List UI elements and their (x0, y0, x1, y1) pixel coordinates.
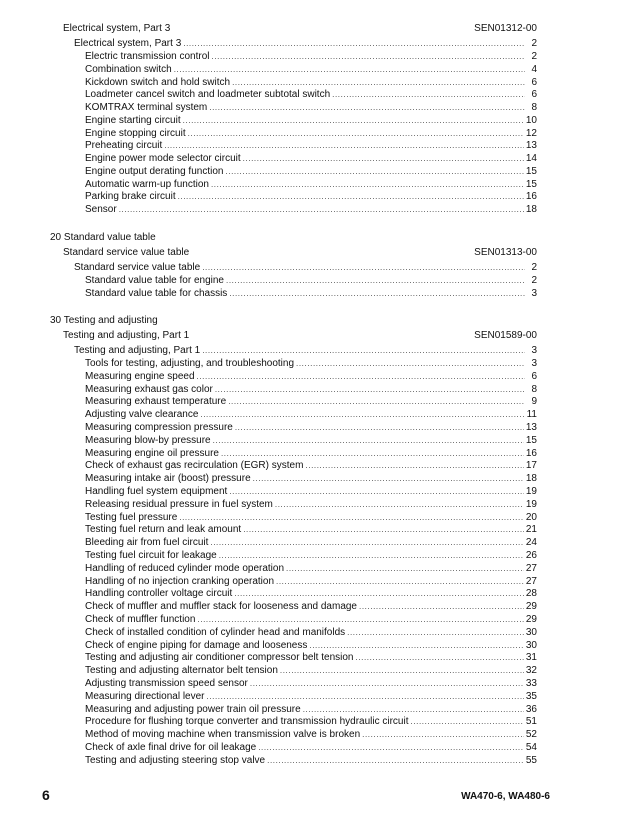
entry-page: 3 (531, 358, 537, 369)
entry-title: Kickdown switch and hold switch (85, 76, 231, 88)
entry-page: 33 (525, 678, 537, 689)
entry-page: 26 (525, 550, 537, 561)
dot-leader (305, 459, 523, 472)
entry-title: Engine power mode selector circuit (85, 153, 241, 164)
entry-page: 8 (531, 383, 537, 395)
entry-title: Testing and adjusting air conditioner compressor belt tension (85, 652, 354, 664)
entry-title: Handling controller voltage circuit (85, 588, 233, 600)
entry-title: Measuring directional lever (85, 690, 205, 702)
entry-title: Testing fuel return and leak amount (85, 524, 242, 536)
toc-entry[interactable] (85, 549, 537, 562)
dot-leader (174, 63, 525, 76)
entry-title: Check of exhaust gas recirculation (EGR) system (85, 460, 304, 472)
dot-leader (209, 101, 525, 114)
toc-entry[interactable] (85, 447, 537, 460)
dot-leader (229, 485, 524, 498)
document-code: SEN01312-00 (474, 23, 537, 34)
dot-leader (210, 536, 523, 549)
entry-page: 16 (525, 447, 537, 459)
toc-entry[interactable] (85, 651, 537, 664)
dot-leader (347, 626, 524, 639)
entry-title: Sensor (85, 204, 117, 215)
entry-page: 51 (525, 716, 537, 728)
toc-entry[interactable] (85, 88, 537, 101)
entry-page: 13 (525, 422, 537, 433)
entry-page: 2 (531, 275, 537, 286)
entry-page: 17 (525, 460, 537, 472)
entry-title: Standard service value table (74, 262, 201, 273)
dot-leader (183, 37, 525, 50)
entry-page: 19 (525, 498, 537, 510)
entry-title: Combination switch (85, 63, 172, 75)
dot-leader (275, 498, 524, 511)
document-code: SEN01313-00 (474, 247, 537, 258)
toc-entry[interactable] (85, 165, 537, 178)
entry-title: Adjusting valve clearance (85, 409, 199, 421)
dot-leader (362, 728, 524, 741)
toc-entry[interactable] (85, 728, 537, 741)
entry-page: 21 (525, 524, 537, 536)
page-number: 6 (42, 787, 50, 803)
entry-title: Handling of no injection cranking operation (85, 575, 275, 587)
entry-title: Method of moving machine when transmission valve is broken (85, 729, 361, 741)
toc-entry[interactable] (85, 101, 537, 114)
entry-page: 55 (525, 754, 537, 766)
entry-page: 8 (531, 102, 537, 113)
dot-leader (215, 383, 525, 396)
entry-page: 4 (531, 63, 537, 75)
toc-entry[interactable] (85, 421, 537, 434)
toc-entry[interactable] (85, 626, 537, 639)
entry-title: Measuring engine oil pressure (85, 447, 219, 459)
toc-entry[interactable] (85, 50, 537, 63)
entry-title: Testing fuel circuit for leakage (85, 550, 217, 561)
entry-page: 2 (531, 51, 537, 62)
dot-leader (211, 50, 525, 63)
entry-page: 3 (531, 287, 537, 299)
dot-leader (213, 434, 524, 447)
toc-entry[interactable] (85, 395, 537, 408)
dot-leader (164, 139, 524, 152)
dot-leader (296, 357, 525, 370)
toc-entry[interactable] (85, 287, 537, 300)
toc-subentry[interactable] (74, 37, 537, 50)
model-name: WA470-6, WA480-6 (461, 791, 550, 802)
entry-page: 6 (531, 89, 537, 101)
entry-title: Engine stopping circuit (85, 127, 186, 139)
toc-entry[interactable] (85, 370, 537, 383)
dot-leader (356, 651, 524, 664)
entry-page: 29 (525, 614, 537, 625)
entry-page: 30 (525, 626, 537, 638)
entry-page: 14 (525, 153, 537, 164)
entry-title: Standard value table for chassis (85, 287, 228, 299)
toc-entry[interactable] (85, 741, 537, 754)
dot-leader (197, 613, 523, 626)
toc-entry[interactable] (85, 127, 537, 140)
entry-title: Measuring exhaust temperature (85, 396, 227, 408)
entry-page: 15 (525, 434, 537, 446)
toc-entry[interactable] (85, 664, 537, 677)
toc-entry[interactable] (85, 203, 537, 216)
entry-title: Handling fuel system equipment (85, 486, 228, 497)
section-title-30: 30 Testing and adjusting (50, 315, 158, 326)
toc-heading-electrical[interactable] (63, 22, 537, 35)
dot-leader (234, 587, 524, 600)
dot-leader (232, 76, 525, 89)
toc-entry[interactable] (85, 190, 537, 203)
dot-leader (207, 690, 524, 703)
dot-leader (197, 370, 525, 383)
entry-page: 19 (525, 486, 537, 497)
entry-page: 15 (525, 165, 537, 177)
toc-entry[interactable] (85, 715, 537, 728)
entry-title: Check of engine piping for damage and looseness (85, 639, 308, 651)
entry-page: 13 (525, 140, 537, 152)
entry-title: Testing and adjusting, Part 1 (74, 345, 201, 356)
entry-title: Measuring engine speed (85, 370, 195, 382)
entry-page: 2 (531, 38, 537, 49)
toc-entry[interactable] (85, 459, 537, 472)
entry-page: 27 (525, 562, 537, 574)
toc-entry[interactable] (85, 639, 537, 652)
entry-title: Testing and adjusting alternator belt tension (85, 665, 278, 677)
dot-leader (280, 664, 524, 677)
toc-entry[interactable] (85, 63, 537, 76)
dot-leader (179, 511, 524, 524)
section-title-20: 20 Standard value table (50, 232, 156, 243)
entry-page: 11 (526, 409, 537, 421)
entry-title: Procedure for flushing torque converter and transmission hydraulic circuit (85, 716, 409, 728)
entry-title: Measuring intake air (boost) pressure (85, 473, 251, 485)
entry-page: 32 (525, 665, 537, 677)
dot-leader (258, 741, 524, 754)
entry-title: Standard value table for engine (85, 275, 224, 286)
entry-page: 3 (531, 345, 537, 356)
entry-page: 9 (531, 396, 537, 408)
entry-title: Measuring blow-by pressure (85, 434, 211, 446)
toc-entry[interactable] (85, 76, 537, 89)
entry-title: Loadmeter cancel switch and loadmeter subtotal switch (85, 89, 331, 101)
toc-entry[interactable] (85, 600, 537, 613)
dot-leader (228, 395, 525, 408)
entry-page: 20 (525, 511, 537, 523)
toc-entry[interactable] (85, 485, 537, 498)
dot-leader (276, 575, 524, 588)
entry-page: 18 (525, 473, 537, 485)
entry-page: 24 (525, 537, 537, 549)
toc-entry[interactable] (85, 536, 537, 549)
entry-title: Tools for testing, adjusting, and troubleshooting (85, 358, 295, 369)
toc-entry[interactable] (85, 587, 537, 600)
dot-leader (219, 549, 524, 562)
toc-entry[interactable] (85, 178, 537, 191)
dot-leader (200, 408, 524, 421)
entry-title: Check of installed condition of cylinder head and manifolds (85, 626, 346, 638)
toc-subentry[interactable] (74, 261, 537, 274)
heading-title: Electrical system, Part 3 (63, 23, 171, 34)
entry-title: Engine starting circuit (85, 114, 181, 126)
entry-page: 29 (525, 601, 537, 613)
toc-entry[interactable] (85, 690, 537, 703)
entry-title: Electric transmission control (85, 51, 210, 62)
dot-leader (253, 472, 524, 485)
entry-page: 6 (531, 76, 537, 88)
entry-title: Electrical system, Part 3 (74, 38, 182, 49)
entry-title: Measuring compression pressure (85, 422, 233, 433)
entry-title: Adjusting transmission speed sensor (85, 678, 248, 689)
toc-entry[interactable] (85, 139, 537, 152)
toc-entry[interactable] (85, 114, 537, 127)
dot-leader (303, 703, 524, 716)
entry-page: 31 (525, 652, 537, 664)
entry-title: Measuring exhaust gas color (85, 383, 213, 395)
dot-leader (243, 523, 524, 536)
entry-title: Testing and adjusting steering stop valve (85, 754, 266, 766)
toc-entry[interactable] (85, 754, 537, 767)
entry-title: Automatic warm-up function (85, 178, 209, 190)
entry-page: 27 (525, 575, 537, 587)
dot-leader (267, 754, 524, 767)
toc-entry[interactable] (85, 434, 537, 447)
dot-leader (202, 261, 525, 274)
toc-entry[interactable] (85, 613, 537, 626)
dot-leader (183, 114, 524, 127)
toc-entry[interactable] (85, 562, 537, 575)
toc-entry[interactable] (85, 703, 537, 716)
dot-leader (243, 152, 524, 165)
entry-page: 28 (525, 588, 537, 600)
entry-page: 15 (525, 178, 537, 190)
toc-subentry[interactable] (74, 344, 537, 357)
entry-title: Parking brake circuit (85, 191, 176, 203)
toc-entry[interactable] (85, 357, 537, 370)
dot-leader (359, 600, 524, 613)
entry-page: 54 (525, 742, 537, 753)
entry-title: Preheating circuit (85, 140, 163, 152)
entry-title: KOMTRAX terminal system (85, 102, 208, 113)
dot-leader (235, 421, 524, 434)
entry-page: 52 (525, 729, 537, 741)
toc-entry[interactable] (85, 274, 537, 287)
toc-entry[interactable] (85, 677, 537, 690)
entry-title: Engine output derating function (85, 165, 224, 177)
entry-title: Bleeding air from fuel circuit (85, 537, 209, 549)
heading-title: Testing and adjusting, Part 1 (63, 330, 190, 341)
dot-leader (221, 447, 524, 460)
dot-leader (286, 562, 524, 575)
dot-leader (211, 178, 524, 191)
entry-title: Check of muffler function (85, 614, 196, 625)
entry-title: Measuring and adjusting power train oil pressure (85, 703, 301, 715)
dot-leader (229, 287, 525, 300)
dot-leader (119, 203, 524, 216)
document-code: SEN01589-00 (474, 330, 537, 341)
entry-page: 12 (525, 127, 537, 139)
dot-leader (188, 127, 524, 140)
entry-page: 36 (525, 703, 537, 715)
dot-leader (178, 190, 524, 203)
dot-leader (411, 715, 524, 728)
toc-heading-standard[interactable] (63, 246, 537, 259)
entry-page: 18 (525, 204, 537, 215)
toc-entry[interactable] (85, 383, 537, 396)
toc-entry[interactable] (85, 472, 537, 485)
toc-entry[interactable] (85, 511, 537, 524)
heading-title: Standard service value table (63, 247, 190, 258)
toc-entry[interactable] (85, 408, 537, 421)
entry-page: 35 (525, 690, 537, 702)
toc-entry[interactable] (85, 152, 537, 165)
dot-leader (309, 639, 524, 652)
entry-title: Testing fuel pressure (85, 511, 178, 523)
entry-page: 30 (525, 639, 537, 651)
entry-page: 6 (531, 370, 537, 382)
dot-leader (202, 344, 525, 357)
dot-leader (250, 677, 524, 690)
toc-heading-testing[interactable] (63, 329, 537, 342)
dot-leader (226, 274, 525, 287)
entry-page: 10 (525, 114, 537, 126)
entry-title: Check of axle final drive for oil leakage (85, 742, 257, 753)
toc-entry[interactable] (85, 523, 537, 536)
dot-leader (332, 88, 525, 101)
toc-entry[interactable] (85, 498, 537, 511)
entry-title: Handling of reduced cylinder mode operation (85, 562, 285, 574)
entry-page: 2 (531, 262, 537, 273)
entry-title: Check of muffler and muffler stack for looseness and damage (85, 601, 357, 613)
entry-page: 16 (525, 191, 537, 203)
dot-leader (225, 165, 523, 178)
toc-entry[interactable] (85, 575, 537, 588)
entry-title: Releasing residual pressure in fuel system (85, 498, 273, 510)
